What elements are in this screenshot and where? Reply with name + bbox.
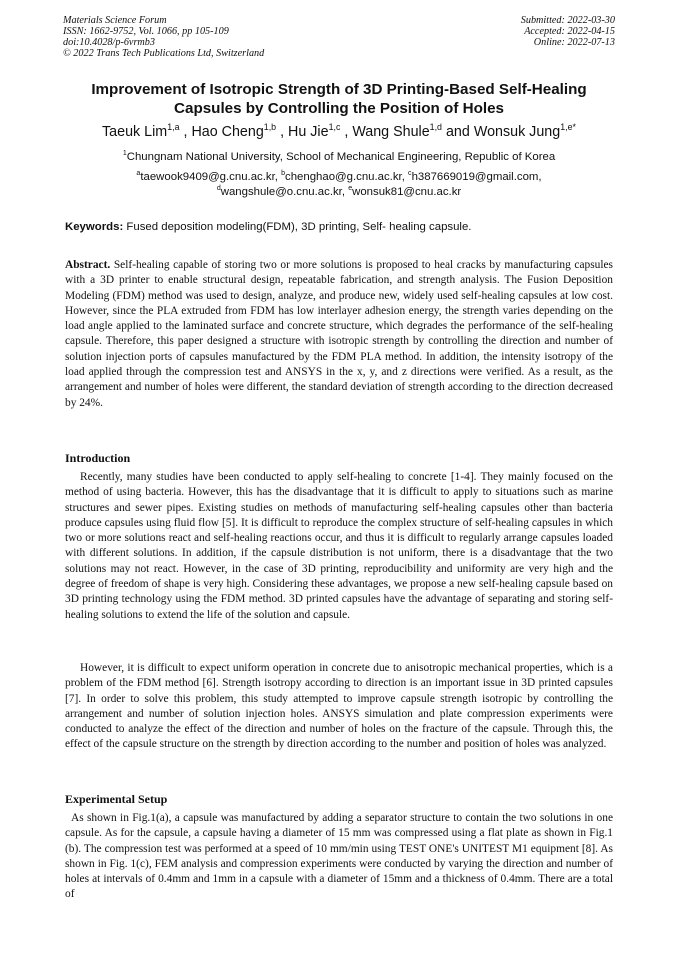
accepted-date: Accepted: 2022-04-15: [524, 26, 615, 37]
journal-name: Materials Science Forum: [63, 15, 167, 26]
author-name: Wonsuk Jung: [473, 124, 561, 140]
author-affil-sup: 1,c: [328, 122, 341, 133]
journal-header: [63, 15, 264, 59]
email-line-2: [20, 185, 658, 200]
email-sup: c: [408, 170, 412, 178]
email-sup: e: [348, 185, 353, 193]
email-link[interactable]: h387669019@gmail.com,: [411, 171, 542, 183]
email-list: [20, 170, 658, 200]
abstract: [65, 258, 613, 411]
author-list: Taeuk Lim$^{1,a}$ , Hao Cheng$^{1,b}$ , Hu Jie$^{1,c}$ , Wang Shule$^{1,d}$ and Wonsuk Jung$^{1,e*}$: [102, 122, 576, 140]
email-link[interactable]: taewook9409@g.cnu.ac.kr,: [140, 171, 278, 183]
paper-title: [40, 80, 638, 118]
online-date: Online: 2022-07-13: [533, 37, 615, 48]
author-name: Taeuk Lim: [102, 124, 168, 140]
title-line-1: Improvement of Isotropic Strength of 3D Printing-Based Self-Healing: [91, 81, 587, 98]
email-sup: a: [136, 170, 141, 178]
author-and: and: [445, 124, 470, 140]
keywords: [65, 220, 613, 234]
submitted-date: Submitted: 2022-03-30: [520, 15, 615, 26]
author-name: Hao Cheng: [191, 124, 264, 140]
experimental-paragraph-1: As shown in Fig.1(a), a capsule was manufactured by adding a separator structure to contain the two solutions in one capsule. As for the capsule, a capsule having a diameter of 15 mm was compressed using a flat plate as shown in Fig.1 (b). The compression test was performed at a speed of 10 mm/min using TEST ONE's UNITEST M1 equipment [8]. As shown in Fig. 1(c), FEM analysis and compression experiments were conducted by varying the direction and number of holes at intervals of 0.4mm and 1mm in a capsule with a diameter of 15mm and a thickness of 0.4mm. There are a total of: [65, 812, 613, 901]
abstract-text: Self-healing capable of storing two or more solutions is proposed to heal cracks by manufacturing capsules with a 3D printer to enable structural design, repeatable fabrication, and strength analysis. The Fusion Deposition Modeling (FDM) method was used to design, analyze, and produce new, widely used self-healing capsules at low cost. However, since the PLA extruded from FDM has low interlayer adhesion energy, the strength varies depending on the load angle applied to the laminated surface and concrete structure, which degrades the performance of the self-healing capsule. Therefore, this paper designed a structure with isotropic strength by controlling the direction and number of solution injection ports of capsules manufactured by the FDM PLA method. In addition, the intensity isotropy of the load applied through the compression test and ANSYS in the x, y, and z directions were verified. As a result, as the arrangement and number of holes were different, the standard deviation of strength according to the direction decreased by 24%.: [65, 259, 613, 409]
email-sup: b: [281, 170, 286, 178]
keywords-text: Fused deposition modeling(FDM), 3D printing, Self- healing capsule.: [126, 221, 472, 233]
title-line-2: Capsules by Controlling the Position of Holes: [174, 100, 504, 117]
section-heading-introduction: Introduction: [65, 451, 131, 465]
journal-copyright: © 2022 Trans Tech Publications Ltd, Switzerland: [63, 48, 265, 59]
abstract-label: Abstract.: [65, 259, 111, 271]
keywords-label: Keywords:: [65, 221, 124, 233]
affiliation-text: Chungnam National University, School of Mechanical Engineering, Republic of Korea: [126, 151, 556, 163]
author-affil-sup: 1,b: [263, 122, 277, 133]
email-link[interactable]: chenghao@g.cnu.ac.kr,: [285, 171, 405, 183]
email-link[interactable]: wonsuk81@cnu.ac.kr: [352, 186, 462, 198]
affiliation: [20, 150, 658, 164]
journal-issn: ISSN: 1662-9752, Vol. 1066, pp 105-109: [63, 26, 229, 37]
email-sup: d: [216, 185, 221, 193]
journal-doi[interactable]: doi:10.4028/p-6vrmb3: [63, 37, 155, 48]
email-line-1: [20, 170, 658, 185]
author-affil-sup: 1,e*: [560, 122, 576, 133]
affiliation-sup: 1: [122, 150, 127, 158]
section-heading-experimental-setup: Experimental Setup: [65, 792, 168, 806]
author-affil-sup: 1,d: [429, 122, 442, 133]
introduction-paragraph-2: However, it is difficult to expect uniform operation in concrete due to anisotropic mechanical properties, which is a problem of the FDM method [6]. Strength isotropy according to direction is an important issue in 3D printed capsules [7]. In order to solve this problem, this study attempted to improve capsule strength isotropic by controlling the arrangement and number of solution injection holes. ANSYS simulation and plate compression experiments were conducted to analyze the effect of the direction and number of holes on the fracture of the capsule. Through this, the effect of the capsule structure on the strength by direction according to the number and position of holes was analyzed.: [65, 662, 613, 751]
submission-dates: [521, 15, 615, 48]
email-link[interactable]: wangshule@o.cnu.ac.kr,: [220, 186, 346, 198]
introduction-paragraph-1: Recently, many studies have been conducted to apply self-healing to concrete [1-4]. They mainly focused on the method of using bacteria. However, this has the disadvantage that it is difficult to apply to situations such as marine structures and sewer pipes. Existing studies on methods of manufacturing self-healing capsules other than bacteria produce capsules using fluid flow [5]. It is difficult to reproduce the complex structure of self-healing capsules in which two or more solutions react and self-healing reactions occur, and thus it is difficult to regularly arrange capsules loaded with different solutions. In addition, if the capsule distribution is not uniform, there is a disadvantage that the two solutions may not react. However, in the case of 3D printing, reproducibility and uniformity are very high and the degree of freedom of shape is very high. Considering these advantages, we propose a new self-healing capsule based on 3D printing technology using the FDM method. 3D printed capsules have the advantage of separating and storing self-healing solutions to extend the life of the solution and capsule.: [65, 471, 613, 621]
author-affil-sup: 1,a: [167, 122, 180, 133]
author-name: Hu Jie: [288, 124, 329, 140]
author-name: Wang Shule: [352, 124, 430, 140]
